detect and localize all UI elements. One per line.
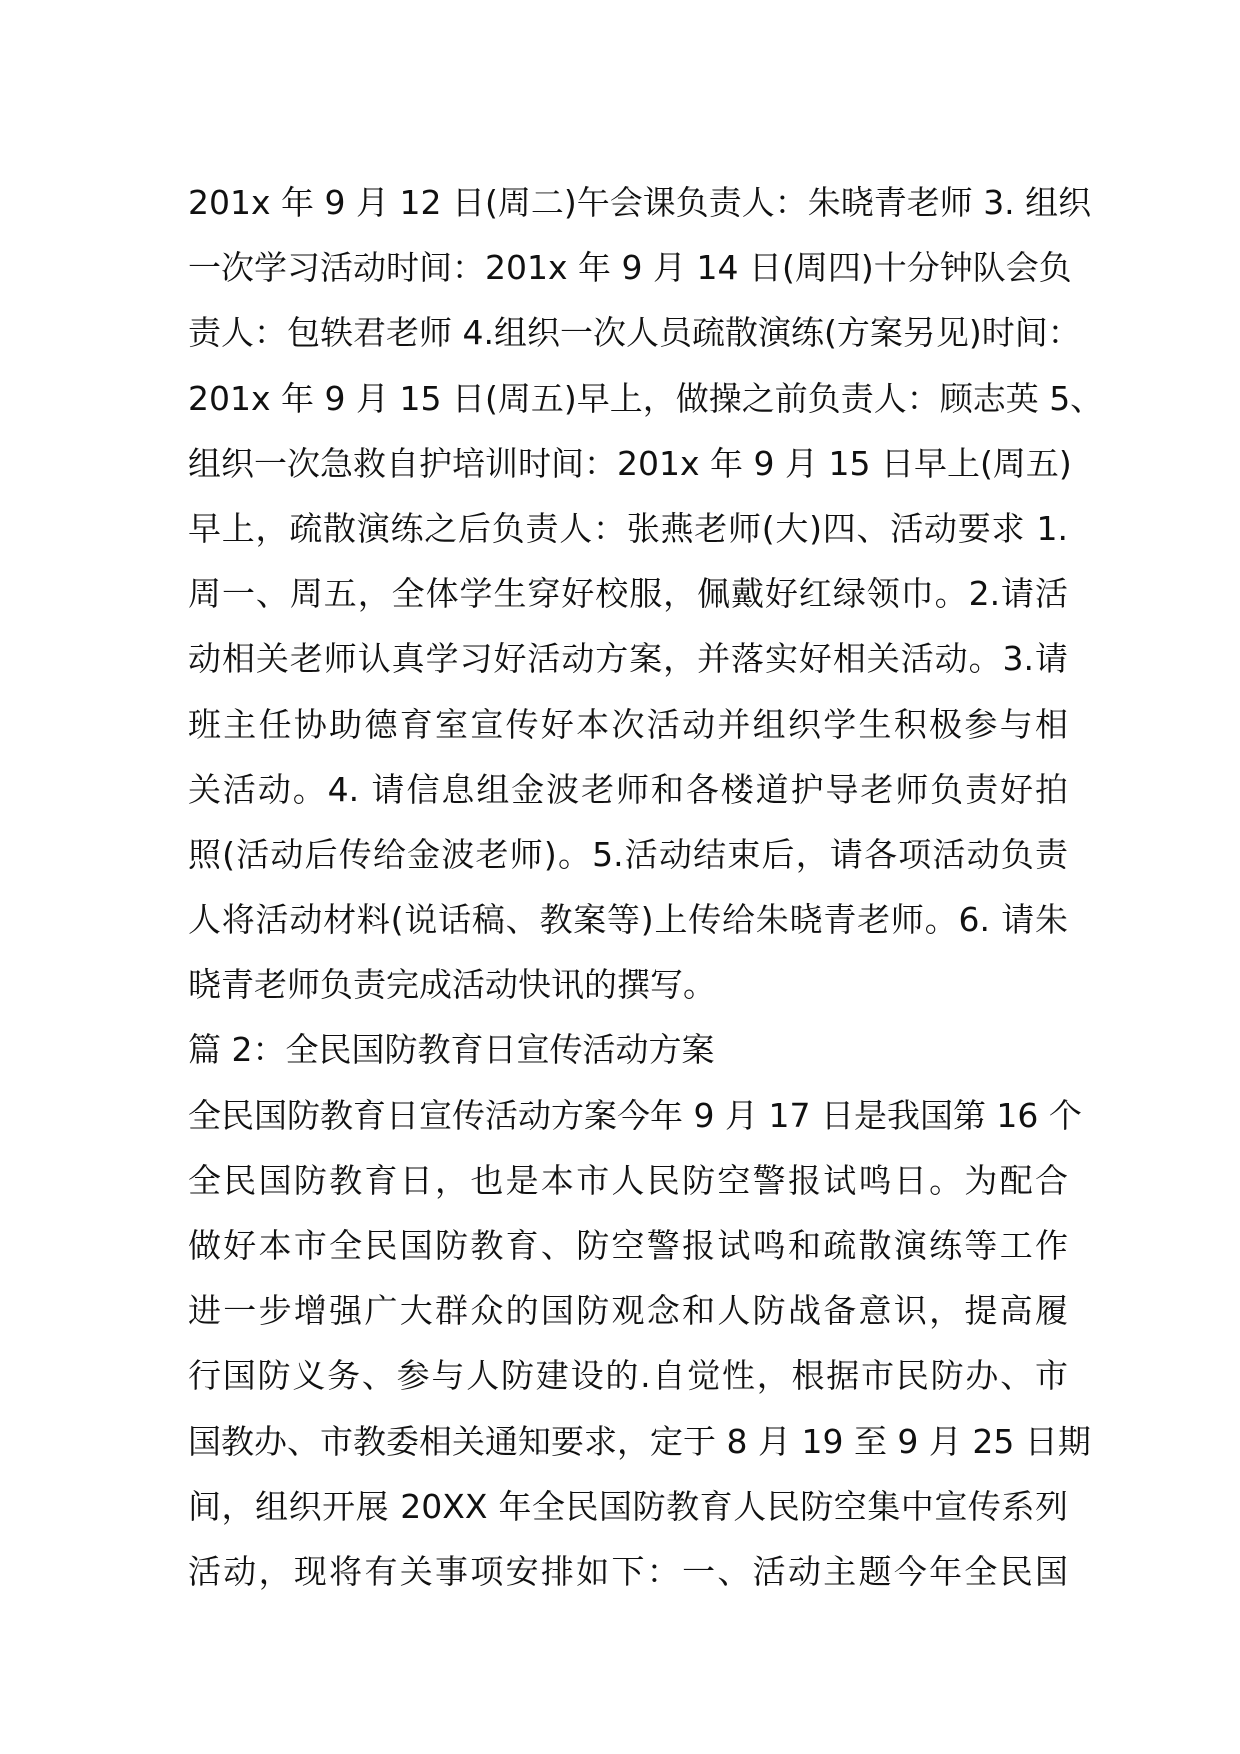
text-line: 201x 年 9 月 12 日(周二)午会课负责人：朱晓青老师 3. 组织	[188, 183, 1092, 222]
text-line: 照(活动后传给金波老师)。5.活动结束后，请各项活动负责	[188, 834, 1068, 874]
text-line: 一次学习活动时间：201x 年 9 月 14 日(周四)十分钟队会负	[188, 248, 1072, 288]
text-line: 全民国防教育日，也是本市人民防空警报试鸣日。为配合	[188, 1160, 1068, 1200]
text-line: 早上，疏散演练之后负责人：张燕老师(大)四、活动要求 1.	[188, 508, 1068, 548]
text-line: 班主任协助德育室宣传好本次活动并组织学生积极参与相	[188, 704, 1068, 744]
text-line: 进一步增强广大群众的国防观念和人防战备意识，提高履	[188, 1291, 1068, 1331]
text-line: 行国防义务、参与人防建设的.自觉性，根据市民防办、市	[188, 1356, 1068, 1396]
text-line: 责人：包轶君老师 4.组织一次人员疏散演练(方案另见)时间：	[188, 313, 1081, 353]
text-line: 全民国防教育日宣传活动方案今年 9 月 17 日是我国第 16 个	[188, 1095, 1082, 1135]
text-line: 人将活动材料(说话稿、教案等)上传给朱晓青老师。6. 请朱	[188, 900, 1068, 940]
text-line: 活动，现将有关事项安排如下：一、活动主题今年全民国	[188, 1551, 1068, 1591]
text-line: 动相关老师认真学习好活动方案，并落实好相关活动。3.请	[188, 639, 1068, 679]
paragraph-last-line: 晓青老师负责完成活动快讯的撰写。	[188, 965, 716, 1005]
text-line: 关活动。4. 请信息组金波老师和各楼道护导老师负责好拍	[188, 769, 1068, 809]
text-line: 国教办、市教委相关通知要求，定于 8 月 19 至 9 月 25 日期	[188, 1421, 1091, 1461]
text-line: 做好本市全民国防教育、防空警报试鸣和疏散演练等工作	[188, 1226, 1068, 1265]
document-body	[188, 170, 1104, 1604]
text-line: 间，组织开展 20XX 年全民国防教育人民防空集中宣传系列	[188, 1486, 1068, 1526]
text-line: 组织一次急救自护培训时间：201x 年 9 月 15 日早上(周五)	[188, 443, 1072, 483]
text-line: 周一、周五，全体学生穿好校服，佩戴好红绿领巾。2.请活	[188, 574, 1068, 614]
text-line: 201x 年 9 月 15 日(周五)早上，做操之前负责人：顾志英 5、	[188, 378, 1104, 418]
section-heading: 篇 2：全民国防教育日宣传活动方案	[188, 1030, 715, 1070]
